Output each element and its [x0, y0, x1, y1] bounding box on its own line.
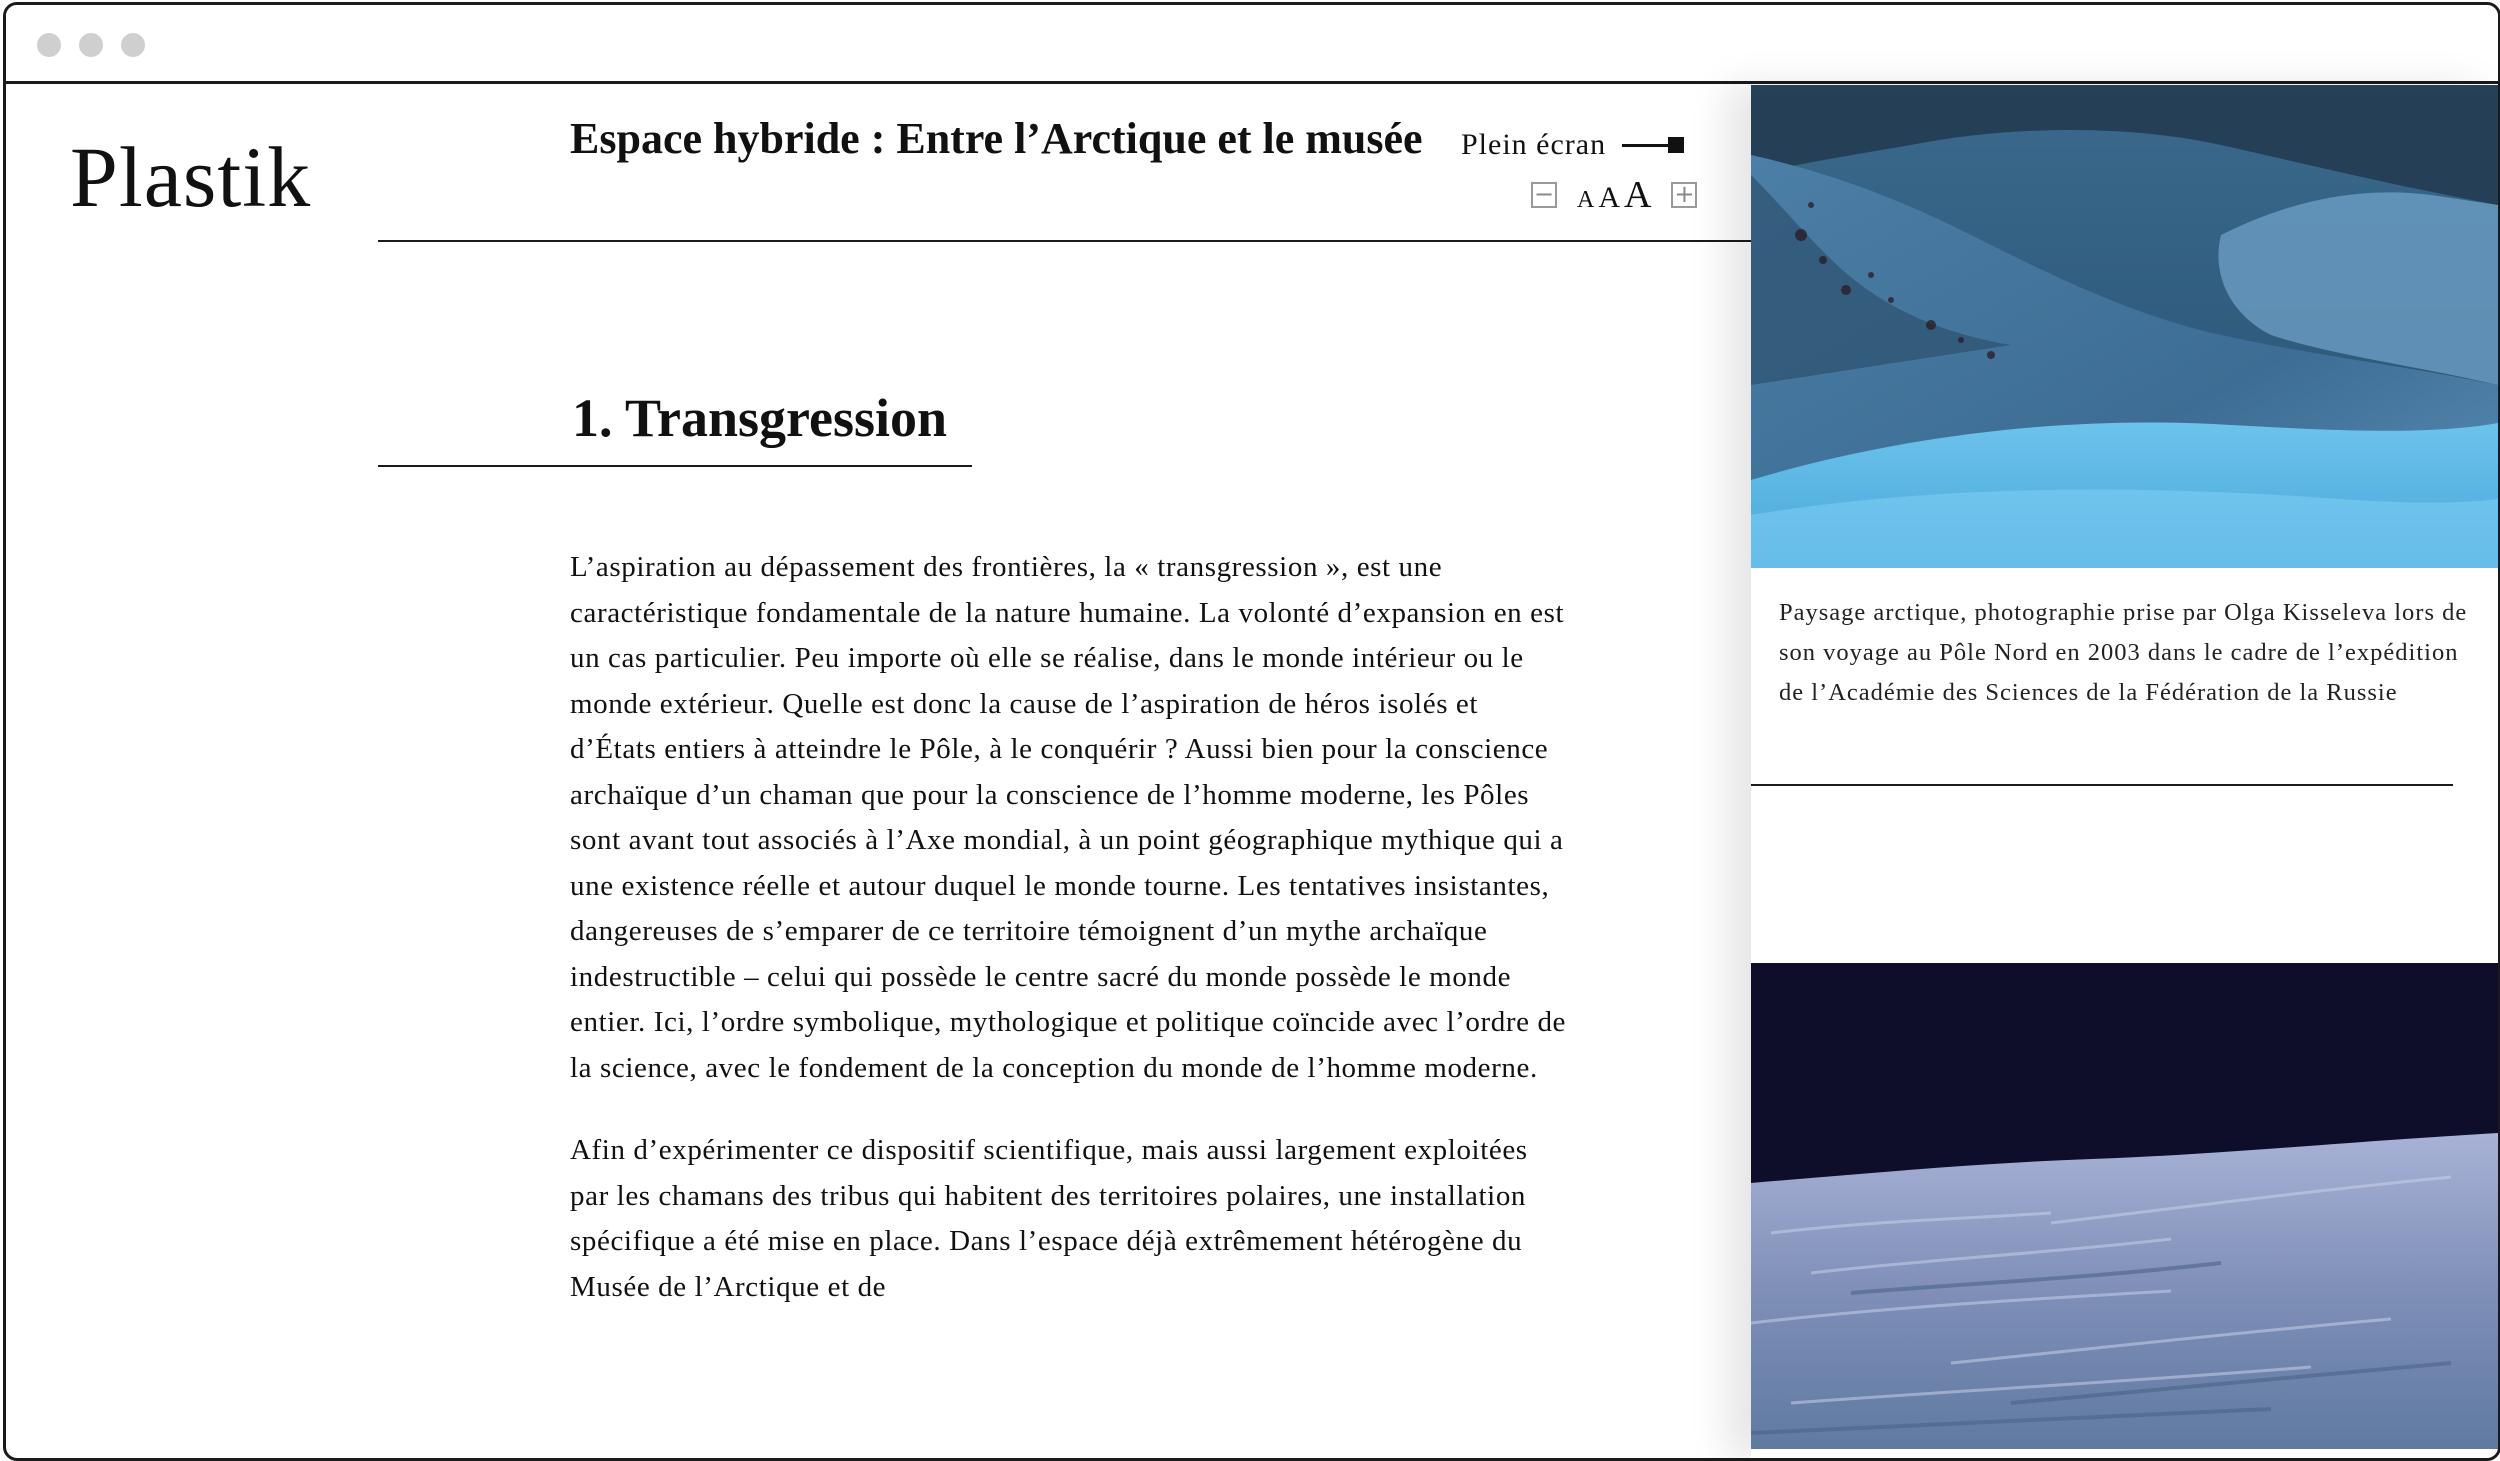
font-size-control	[1531, 175, 1697, 215]
article-paragraph: L’aspiration au dépassement des frontières, la « transgression », est une caractéristique fondamentale de la nature humaine. La volonté d’expansion en est un cas particulier. Peu importe où elle se réalise, dans le monde intérieur ou le monde extérieur. Quelle est donc la cause de l’aspiration de héros isolés et d’États entiers à atteindre le Pôle, à le conquérir ? Aussi bien pour la conscience archaïque d’un chaman que pour la conscience de l’homme moderne, les Pôles sont avant tout associés à l’Axe mondial, à un point géographique mythique qui a une existence réelle et autour duquel le monde tourne. Les tentatives insistantes, dangereuses de s’emparer de ce territoire témoignent d’un mythe archaïque indestructible – celui qui possède le centre sacré du monde possède le monde entier. Ici, l’ordre symbolique, mythologique et politique coïncide avec l’ordre de la science, avec le fondement de la conception du monde de l’homme moderne.	[570, 551, 1567, 1084]
fullscreen-toggle[interactable]	[1461, 125, 1684, 165]
section-divider	[378, 465, 972, 467]
caption-divider	[1751, 784, 2453, 786]
font-size-large[interactable]: A	[1624, 174, 1652, 216]
fullscreen-label: Plein écran	[1461, 128, 1607, 161]
window-maximize-dot-icon[interactable]	[121, 33, 145, 57]
document-title: Espace hybride : Entre l’Arctique et le musée	[570, 114, 1423, 163]
photo-caption: Paysage arctique, photographie prise par Olga Kisseleva lors de son voyage au Pôle Nord en 2003 dans le cadre de l’expédition de l’Académie des Sciences de la Fédération de la Russie	[1779, 599, 2468, 706]
image-sidebar	[1751, 85, 2500, 1458]
site-logo[interactable]: Plastik	[70, 129, 312, 225]
font-size-indicator	[1577, 173, 1651, 217]
arctic-mountain-photo	[1751, 85, 2498, 568]
window-titlebar	[6, 5, 2498, 84]
window-close-dot-icon[interactable]	[37, 33, 61, 57]
font-size-small[interactable]: A	[1577, 187, 1595, 213]
plus-box-icon[interactable]: +	[1671, 182, 1697, 208]
arctic-ice-photo	[1751, 963, 2498, 1449]
article-paragraph: Afin d’expérimenter ce dispositif scientifique, mais aussi largement exploitées par les chamans des tribus qui habitent des territoires polaires, une installation spécifique a été mise en place. Dans l’espace déjà extrêmement hétérogène du Musée de l’Arctique et de	[570, 1134, 1528, 1303]
minus-box-icon[interactable]: −	[1531, 182, 1557, 208]
window-minimize-dot-icon[interactable]	[79, 33, 103, 57]
font-size-medium[interactable]: A	[1598, 181, 1621, 214]
browser-window	[3, 2, 2500, 1461]
article-body	[570, 545, 1570, 1347]
section-heading: 1. Transgression	[572, 388, 948, 448]
header-divider	[378, 240, 1753, 242]
toggle-icon[interactable]	[1622, 135, 1684, 155]
